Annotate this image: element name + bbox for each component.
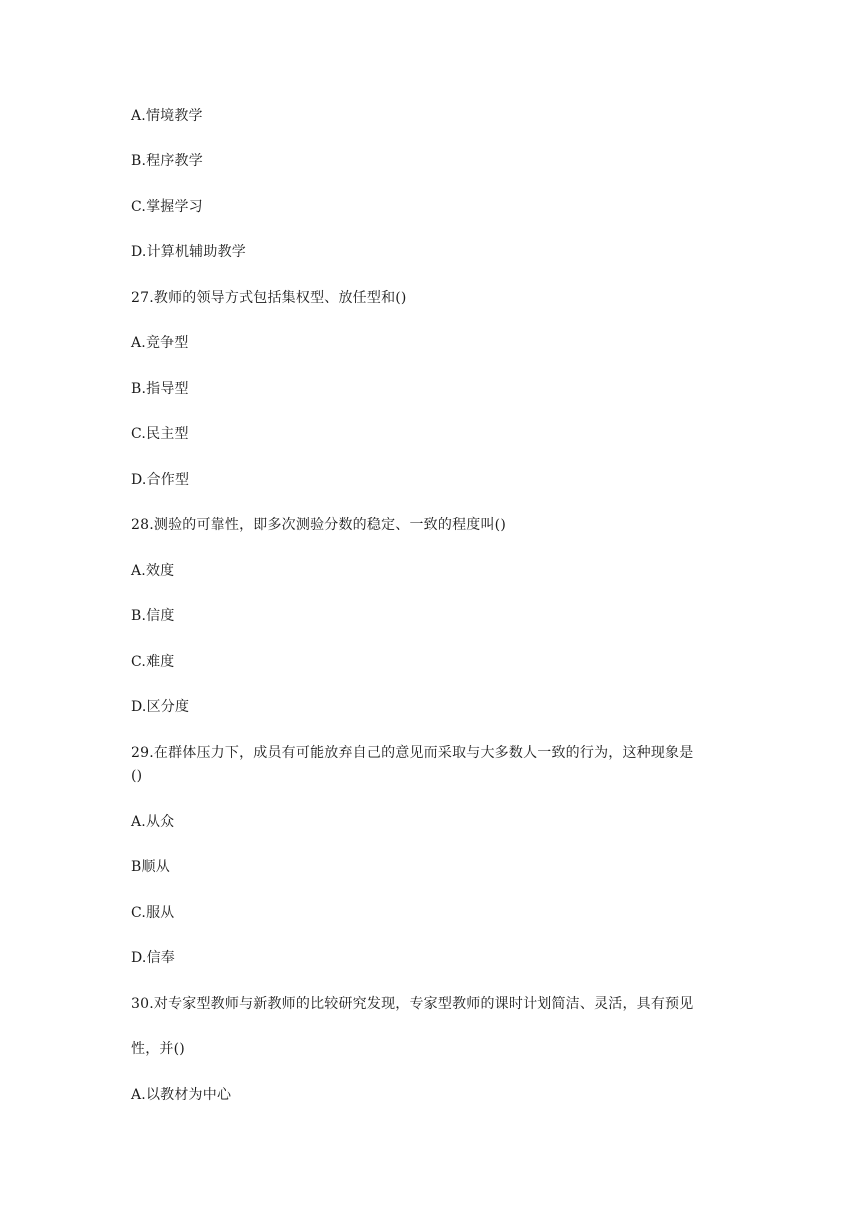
q29-stem-line-2: () — [131, 768, 143, 784]
q27-option-a: A.竞争型 — [131, 335, 189, 351]
q27-option-c: C.民主型 — [131, 426, 189, 442]
q26-option-c: C.掌握学习 — [131, 199, 203, 215]
q27-option-d: D.合作型 — [131, 472, 190, 488]
q30-stem-line-2: 性，并() — [131, 1041, 185, 1057]
q29-stem-line-1: 29.在群体压力下，成员有可能放弃自己的意见而采取与大多数人一致的行为，这种现象是 — [131, 745, 694, 761]
q28-option-b: B.信度 — [131, 608, 175, 624]
q29-option-d: D.信奉 — [131, 950, 175, 966]
q27-stem: 27.教师的领导方式包括集权型、放任型和() — [131, 290, 407, 306]
q27-option-b: B.指导型 — [131, 381, 189, 397]
q26-option-d: D.计算机辅助教学 — [131, 244, 246, 260]
q28-stem: 28.测验的可靠性，即多次测验分数的稳定、一致的程度叫() — [131, 517, 506, 533]
q28-option-a: A.效度 — [131, 563, 175, 579]
q29-option-c: C.服从 — [131, 905, 175, 921]
q28-option-c: C.难度 — [131, 654, 175, 670]
q30-stem-line-1: 30.对专家型教师与新教师的比较研究发现，专家型教师的课时计划简洁、灵活，具有预见 — [131, 996, 694, 1012]
q26-option-b: B.程序教学 — [131, 153, 203, 169]
q30-option-a: A.以教材为中心 — [131, 1087, 232, 1103]
q28-option-d: D.区分度 — [131, 699, 190, 715]
q29-option-a: A.从众 — [131, 814, 175, 830]
q26-option-a: A.情境教学 — [131, 108, 203, 124]
q29-option-b: B顺从 — [131, 859, 170, 875]
